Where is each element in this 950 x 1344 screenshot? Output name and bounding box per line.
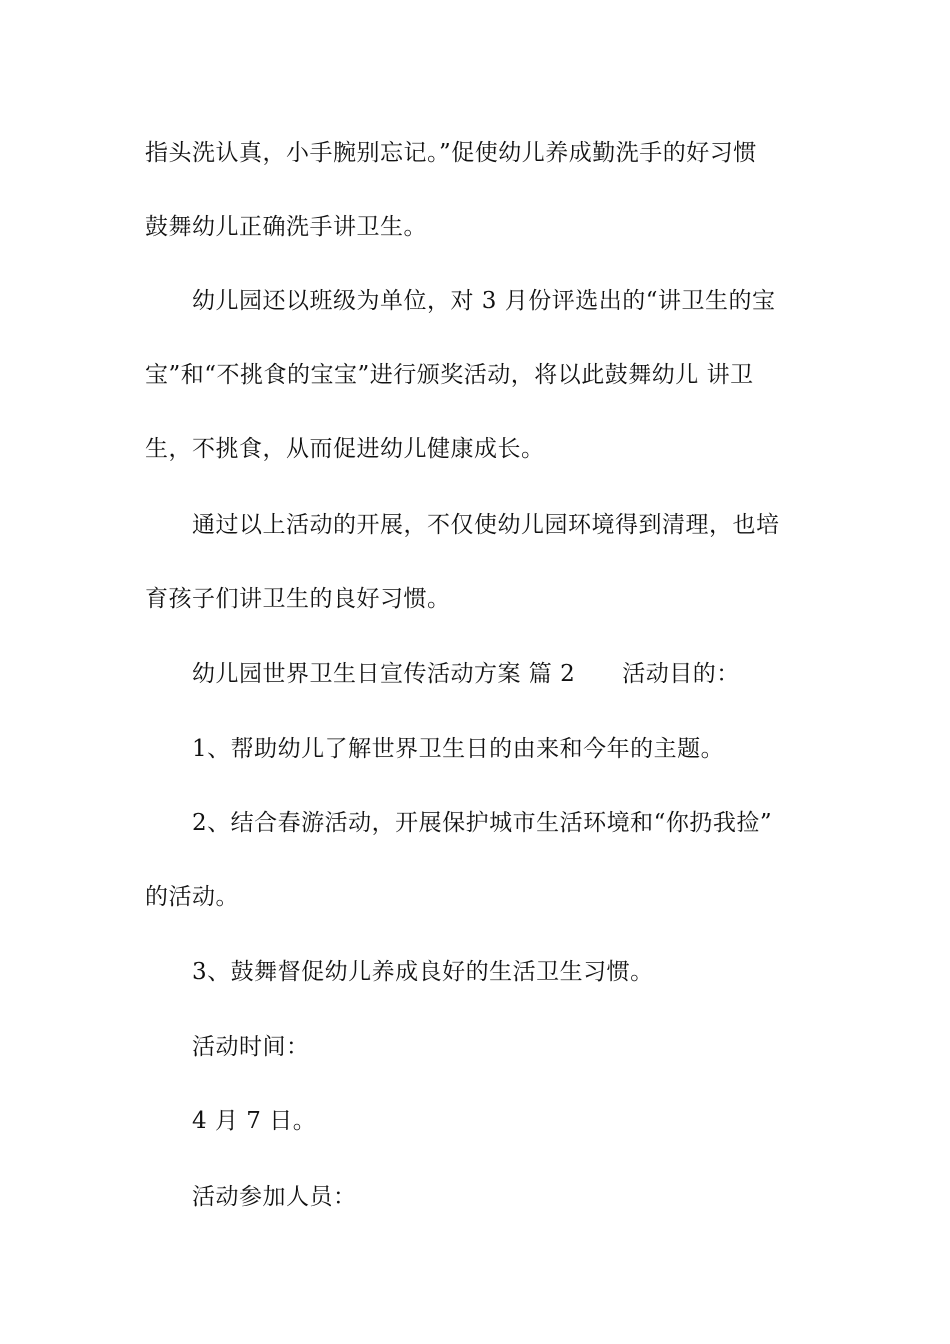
list-item-2-continuation: 的活动。	[145, 884, 239, 910]
paragraph-line-3: 幼儿园还以班级为单位，对 3 月份评选出的“讲卫生的宝	[192, 288, 776, 314]
paragraph-line-6: 通过以上活动的开展，不仅使幼儿园环境得到清理，也培	[192, 512, 780, 538]
activity-date: 4 月 7 日。	[192, 1108, 317, 1134]
paragraph-line-2: 鼓舞幼儿正确洗手讲卫生。	[145, 214, 427, 240]
participants-label: 活动参加人员：	[192, 1184, 357, 1210]
list-item-3: 3、鼓舞督促幼儿养成良好的生活卫生习惯。	[192, 959, 654, 985]
paragraph-line-5: 生，不挑食，从而促进幼儿健康成长。	[145, 436, 545, 462]
list-item-1: 1、帮助幼儿了解世界卫生日的由来和今年的主题。	[192, 736, 725, 762]
list-item-2: 2、结合春游活动，开展保护城市生活环境和“你扔我捡”	[192, 810, 773, 836]
paragraph-line-1: 指头洗认真，小手腕别忘记。”促使幼儿养成勤洗手的好习惯	[145, 140, 757, 166]
section-heading: 幼儿园世界卫生日宣传活动方案 篇 2 活动目的：	[192, 661, 740, 687]
paragraph-line-7: 育孩子们讲卫生的良好习惯。	[145, 586, 451, 612]
activity-time-label: 活动时间：	[192, 1034, 310, 1060]
paragraph-line-4: 宝”和“不挑食的宝宝”进行颁奖活动，将以此鼓舞幼儿 讲卫	[145, 362, 754, 388]
